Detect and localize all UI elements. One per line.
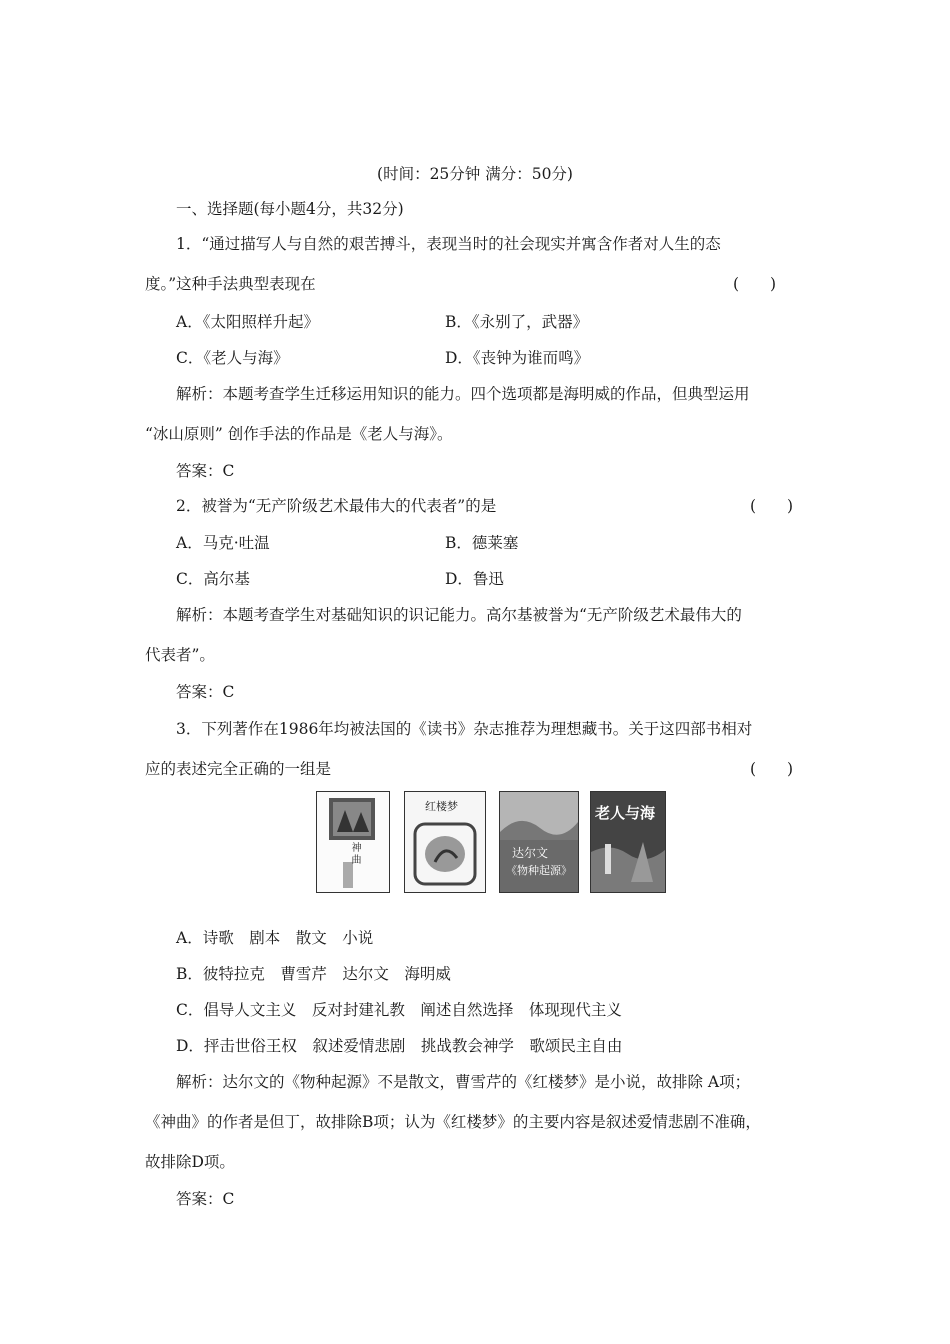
q2-answer: 答案：C bbox=[176, 683, 235, 701]
q3-answer-paren: ( ) bbox=[750, 760, 794, 778]
q3-analysis-line1: 解析：达尔文的《物种起源》不是散文，曹雪芹的《红楼梦》是小说，故排除 A项； bbox=[176, 1073, 751, 1091]
q3-option-d: D．抨击世俗王权 叙述爱情悲剧 挑战教会神学 歌颂民主自由 bbox=[176, 1037, 623, 1055]
section-title: 一、选择题(每小题4分，共32分) bbox=[176, 200, 404, 218]
q1-answer-paren: ( ) bbox=[733, 275, 777, 293]
q1-option-d: D．《丧钟为谁而鸣》 bbox=[445, 349, 590, 367]
q3-analysis-line2: 《神曲》的作者是但丁，故排除B项；认为《红楼梦》的主要内容是叙述爱情悲剧不准确， bbox=[145, 1113, 761, 1131]
q2-stem: 2．被誉为“无产阶级艺术最伟大的代表者”的是 bbox=[176, 497, 497, 515]
q2-analysis-line2: 代表者”。 bbox=[145, 646, 215, 664]
book-author-darwin: 达尔文 bbox=[512, 846, 549, 860]
q1-option-a: A．《太阳照样升起》 bbox=[176, 313, 319, 331]
q3-option-a: A．诗歌 剧本 散文 小说 bbox=[176, 929, 374, 947]
q2-option-b: B．德莱塞 bbox=[445, 534, 519, 552]
q1-analysis-line1: 解析：本题考查学生迁移运用知识的能力。四个选项都是海明威的作品，但典型运用 bbox=[176, 385, 750, 403]
q2-option-a: A．马克·吐温 bbox=[176, 534, 270, 552]
q3-analysis-line3: 故排除D项。 bbox=[145, 1153, 235, 1171]
q3-stem-line2: 应的表述完全正确的一组是 bbox=[145, 760, 332, 778]
q2-answer-paren: ( ) bbox=[750, 497, 794, 515]
q1-stem-line2: 度。”这种手法典型表现在 bbox=[145, 275, 316, 293]
book-title-old-man-and-sea: 老人与海 bbox=[595, 804, 656, 822]
q3-stem-line1: 3．下列著作在1986年均被法国的《读书》杂志推荐为理想藏书。关于这四部书相对 bbox=[176, 720, 753, 738]
q1-option-c: C．《老人与海》 bbox=[176, 349, 289, 367]
q2-option-c: C．高尔基 bbox=[176, 570, 250, 588]
book-cover-divine-comedy bbox=[316, 791, 390, 893]
q1-option-b: B．《永别了，武器》 bbox=[445, 313, 589, 331]
book-title-dream-red-mansions: 红楼梦 bbox=[425, 800, 458, 813]
book-cover-dream-red-mansions bbox=[404, 791, 486, 893]
q3-option-b: B．彼特拉克 曹雪芹 达尔文 海明威 bbox=[176, 965, 451, 983]
q3-option-c: C．倡导人文主义 反对封建礼教 阐述自然选择 体现现代主义 bbox=[176, 1001, 622, 1019]
q2-option-d: D．鲁迅 bbox=[445, 570, 504, 588]
time-score-header: (时间：25分钟 满分：50分) bbox=[377, 165, 573, 183]
book-covers-image bbox=[316, 791, 666, 893]
book-title-divine-comedy: 神曲 bbox=[349, 842, 360, 866]
q1-stem-line1: 1．“通过描写人与自然的艰苦搏斗，表现当时的社会现实并寓含作者对人生的态 bbox=[176, 235, 721, 253]
q2-analysis-line1: 解析：本题考查学生对基础知识的识记能力。高尔基被誉为“无产阶级艺术最伟大的 bbox=[176, 606, 742, 624]
q1-analysis-line2: “冰山原则” 创作手法的作品是《老人与海》。 bbox=[145, 425, 453, 443]
q3-answer: 答案：C bbox=[176, 1190, 235, 1208]
book-cover-old-man-and-sea bbox=[590, 791, 666, 893]
book-title-origin-of-species: 《物种起源》 bbox=[506, 864, 572, 877]
q1-answer: 答案：C bbox=[176, 462, 235, 480]
book-cover-origin-of-species bbox=[499, 791, 579, 893]
